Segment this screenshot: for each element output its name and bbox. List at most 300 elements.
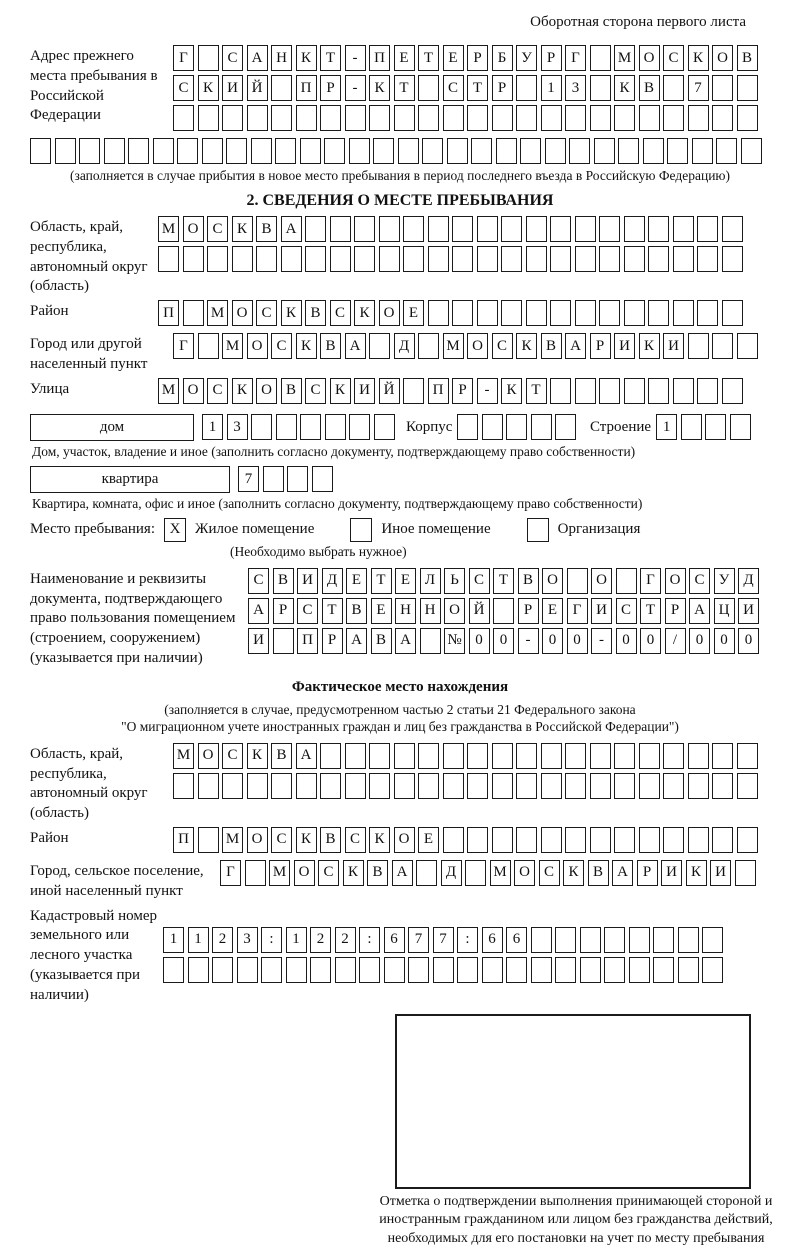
char-cell[interactable] xyxy=(369,333,390,359)
char-cell[interactable] xyxy=(575,216,596,242)
char-cell[interactable]: В xyxy=(320,827,341,853)
char-cell[interactable] xyxy=(287,466,308,492)
char-cell[interactable]: П xyxy=(158,300,179,326)
char-cell[interactable] xyxy=(251,414,272,440)
char-cell[interactable]: М xyxy=(173,743,194,769)
char-cell[interactable]: И xyxy=(222,75,243,101)
char-cell[interactable]: А xyxy=(247,45,268,71)
char-cell[interactable]: С xyxy=(297,598,318,624)
char-cell[interactable]: 2 xyxy=(335,927,356,953)
char-cell[interactable]: Е xyxy=(346,568,367,594)
char-cell[interactable]: С xyxy=(443,75,464,101)
char-cell[interactable] xyxy=(403,246,424,272)
char-cell[interactable] xyxy=(705,414,726,440)
char-cell[interactable] xyxy=(722,300,743,326)
char-cell[interactable] xyxy=(128,138,149,164)
char-cell[interactable] xyxy=(232,246,253,272)
char-cell[interactable] xyxy=(697,246,718,272)
char-cell[interactable] xyxy=(477,246,498,272)
char-cell[interactable]: 0 xyxy=(567,628,588,654)
char-cell[interactable] xyxy=(575,246,596,272)
char-cell[interactable]: С xyxy=(492,333,513,359)
char-cell[interactable] xyxy=(673,378,694,404)
char-cell[interactable] xyxy=(702,957,723,983)
char-cell[interactable]: Й xyxy=(469,598,490,624)
char-cell[interactable]: О xyxy=(294,860,315,886)
char-cell[interactable] xyxy=(198,333,219,359)
char-cell[interactable]: О xyxy=(183,378,204,404)
char-cell[interactable] xyxy=(384,957,405,983)
char-cell[interactable] xyxy=(629,927,650,953)
char-cell[interactable] xyxy=(516,75,537,101)
char-cell[interactable] xyxy=(300,138,321,164)
char-cell[interactable] xyxy=(716,138,737,164)
char-cell[interactable] xyxy=(594,138,615,164)
char-cell[interactable]: С xyxy=(305,378,326,404)
char-cell[interactable] xyxy=(428,246,449,272)
char-cell[interactable] xyxy=(526,246,547,272)
char-cell[interactable] xyxy=(599,378,620,404)
char-cell[interactable]: К xyxy=(369,827,390,853)
char-cell[interactable]: Д xyxy=(441,860,462,886)
char-cell[interactable] xyxy=(198,773,219,799)
char-cell[interactable]: Е xyxy=(542,598,563,624)
char-cell[interactable] xyxy=(741,138,762,164)
char-cell[interactable]: К xyxy=(516,333,537,359)
char-cell[interactable]: В xyxy=(281,378,302,404)
char-cell[interactable]: А xyxy=(612,860,633,886)
char-cell[interactable] xyxy=(663,75,684,101)
char-cell[interactable] xyxy=(639,773,660,799)
char-cell[interactable]: - xyxy=(591,628,612,654)
char-cell[interactable] xyxy=(550,378,571,404)
char-cell[interactable]: Г xyxy=(220,860,241,886)
char-cell[interactable] xyxy=(648,378,669,404)
char-cell[interactable] xyxy=(320,105,341,131)
char-cell[interactable] xyxy=(506,414,527,440)
char-cell[interactable] xyxy=(275,138,296,164)
char-cell[interactable]: Е xyxy=(403,300,424,326)
char-cell[interactable]: О xyxy=(467,333,488,359)
char-cell[interactable] xyxy=(330,216,351,242)
char-cell[interactable] xyxy=(310,957,331,983)
char-cell[interactable] xyxy=(359,957,380,983)
char-cell[interactable]: К xyxy=(343,860,364,886)
char-cell[interactable]: Е xyxy=(395,568,416,594)
char-cell[interactable] xyxy=(580,927,601,953)
char-cell[interactable] xyxy=(614,105,635,131)
char-cell[interactable] xyxy=(394,105,415,131)
char-cell[interactable] xyxy=(251,138,272,164)
char-cell[interactable]: К xyxy=(501,378,522,404)
char-cell[interactable] xyxy=(624,300,645,326)
char-cell[interactable] xyxy=(471,138,492,164)
char-cell[interactable] xyxy=(624,216,645,242)
char-cell[interactable] xyxy=(520,138,541,164)
char-cell[interactable]: С xyxy=(330,300,351,326)
char-cell[interactable] xyxy=(457,414,478,440)
char-cell[interactable] xyxy=(629,957,650,983)
char-cell[interactable] xyxy=(614,827,635,853)
char-cell[interactable]: Г xyxy=(173,45,194,71)
char-cell[interactable]: В xyxy=(271,743,292,769)
char-cell[interactable] xyxy=(653,927,674,953)
char-cell[interactable]: О xyxy=(591,568,612,594)
char-cell[interactable]: И xyxy=(663,333,684,359)
char-cell[interactable] xyxy=(247,105,268,131)
char-cell[interactable] xyxy=(198,827,219,853)
char-cell[interactable]: С xyxy=(345,827,366,853)
char-cell[interactable] xyxy=(373,138,394,164)
char-cell[interactable] xyxy=(183,300,204,326)
char-cell[interactable] xyxy=(296,773,317,799)
char-cell[interactable]: № xyxy=(444,628,465,654)
char-cell[interactable]: В xyxy=(737,45,758,71)
char-cell[interactable]: С xyxy=(222,45,243,71)
char-cell[interactable] xyxy=(590,827,611,853)
char-cell[interactable] xyxy=(565,105,586,131)
char-cell[interactable]: Д xyxy=(394,333,415,359)
char-cell[interactable] xyxy=(492,827,513,853)
char-cell[interactable] xyxy=(565,743,586,769)
char-cell[interactable]: И xyxy=(591,598,612,624)
char-cell[interactable]: У xyxy=(516,45,537,71)
char-cell[interactable] xyxy=(443,743,464,769)
char-cell[interactable]: О xyxy=(379,300,400,326)
char-cell[interactable] xyxy=(648,216,669,242)
char-cell[interactable]: А xyxy=(392,860,413,886)
char-cell[interactable] xyxy=(418,75,439,101)
char-cell[interactable] xyxy=(555,927,576,953)
char-cell[interactable]: С xyxy=(469,568,490,594)
char-cell[interactable]: 0 xyxy=(738,628,759,654)
char-cell[interactable]: Т xyxy=(322,598,343,624)
char-cell[interactable]: 6 xyxy=(506,927,527,953)
char-cell[interactable] xyxy=(653,957,674,983)
char-cell[interactable]: Ц xyxy=(714,598,735,624)
char-cell[interactable]: : xyxy=(457,927,478,953)
char-cell[interactable]: К xyxy=(198,75,219,101)
char-cell[interactable]: В xyxy=(320,333,341,359)
char-cell[interactable] xyxy=(354,216,375,242)
char-cell[interactable] xyxy=(447,138,468,164)
char-cell[interactable]: М xyxy=(158,216,179,242)
char-cell[interactable] xyxy=(263,466,284,492)
char-cell[interactable]: Р xyxy=(320,75,341,101)
char-cell[interactable] xyxy=(418,105,439,131)
char-cell[interactable]: 2 xyxy=(310,927,331,953)
char-cell[interactable] xyxy=(369,743,390,769)
char-cell[interactable]: Е xyxy=(443,45,464,71)
char-cell[interactable]: Н xyxy=(420,598,441,624)
char-cell[interactable] xyxy=(516,773,537,799)
char-cell[interactable]: Р xyxy=(322,628,343,654)
char-cell[interactable] xyxy=(599,246,620,272)
char-cell[interactable] xyxy=(349,138,370,164)
char-cell[interactable]: : xyxy=(261,927,282,953)
char-cell[interactable]: С xyxy=(689,568,710,594)
char-cell[interactable] xyxy=(673,216,694,242)
char-cell[interactable] xyxy=(643,138,664,164)
char-cell[interactable]: : xyxy=(359,927,380,953)
char-cell[interactable] xyxy=(604,957,625,983)
char-cell[interactable]: К xyxy=(281,300,302,326)
char-cell[interactable]: И xyxy=(738,598,759,624)
char-cell[interactable] xyxy=(416,860,437,886)
char-cell[interactable]: Т xyxy=(394,75,415,101)
char-cell[interactable] xyxy=(183,246,204,272)
char-cell[interactable] xyxy=(531,414,552,440)
char-cell[interactable] xyxy=(452,246,473,272)
char-cell[interactable] xyxy=(467,827,488,853)
char-cell[interactable]: К xyxy=(330,378,351,404)
char-cell[interactable] xyxy=(648,246,669,272)
char-cell[interactable] xyxy=(590,75,611,101)
char-cell[interactable] xyxy=(545,138,566,164)
char-cell[interactable]: К xyxy=(232,216,253,242)
char-cell[interactable]: 1 xyxy=(188,927,209,953)
char-cell[interactable]: М xyxy=(222,333,243,359)
char-cell[interactable]: 6 xyxy=(482,927,503,953)
char-cell[interactable] xyxy=(477,216,498,242)
char-cell[interactable]: А xyxy=(296,743,317,769)
char-cell[interactable] xyxy=(271,105,292,131)
char-cell[interactable]: О xyxy=(542,568,563,594)
char-cell[interactable]: И xyxy=(297,568,318,594)
char-cell[interactable]: 0 xyxy=(616,628,637,654)
char-cell[interactable] xyxy=(379,246,400,272)
char-cell[interactable] xyxy=(663,827,684,853)
char-cell[interactable] xyxy=(173,773,194,799)
char-cell[interactable]: О xyxy=(247,333,268,359)
char-cell[interactable]: Е xyxy=(418,827,439,853)
char-cell[interactable] xyxy=(335,957,356,983)
char-cell[interactable] xyxy=(550,246,571,272)
char-cell[interactable]: К xyxy=(232,378,253,404)
char-cell[interactable]: И xyxy=(661,860,682,886)
char-cell[interactable]: 0 xyxy=(542,628,563,654)
char-cell[interactable] xyxy=(320,743,341,769)
char-cell[interactable]: С xyxy=(256,300,277,326)
char-cell[interactable]: Д xyxy=(322,568,343,594)
char-cell[interactable]: О xyxy=(198,743,219,769)
char-cell[interactable]: Г xyxy=(640,568,661,594)
char-cell[interactable]: Г xyxy=(173,333,194,359)
char-cell[interactable]: Т xyxy=(467,75,488,101)
char-cell[interactable] xyxy=(492,773,513,799)
char-cell[interactable] xyxy=(639,743,660,769)
char-cell[interactable] xyxy=(737,75,758,101)
char-cell[interactable]: О xyxy=(444,598,465,624)
char-cell[interactable]: 1 xyxy=(202,414,223,440)
char-cell[interactable] xyxy=(237,957,258,983)
char-cell[interactable] xyxy=(618,138,639,164)
char-cell[interactable]: 7 xyxy=(238,466,259,492)
char-cell[interactable]: К xyxy=(296,45,317,71)
char-cell[interactable] xyxy=(482,957,503,983)
char-cell[interactable] xyxy=(457,957,478,983)
char-cell[interactable] xyxy=(443,105,464,131)
char-cell[interactable]: С xyxy=(271,827,292,853)
char-cell[interactable] xyxy=(697,300,718,326)
char-cell[interactable] xyxy=(614,773,635,799)
char-cell[interactable]: С xyxy=(248,568,269,594)
checkbox-organization[interactable] xyxy=(527,518,549,542)
char-cell[interactable] xyxy=(79,138,100,164)
char-cell[interactable]: К xyxy=(354,300,375,326)
char-cell[interactable] xyxy=(286,957,307,983)
char-cell[interactable]: 1 xyxy=(286,927,307,953)
char-cell[interactable]: Д xyxy=(738,568,759,594)
char-cell[interactable] xyxy=(737,333,758,359)
char-cell[interactable] xyxy=(735,860,756,886)
char-cell[interactable]: О xyxy=(232,300,253,326)
char-cell[interactable]: - xyxy=(477,378,498,404)
char-cell[interactable]: О xyxy=(183,216,204,242)
char-cell[interactable] xyxy=(673,300,694,326)
char-cell[interactable]: Г xyxy=(565,45,586,71)
char-cell[interactable]: И xyxy=(710,860,731,886)
char-cell[interactable] xyxy=(737,105,758,131)
char-cell[interactable] xyxy=(271,773,292,799)
char-cell[interactable]: Б xyxy=(492,45,513,71)
char-cell[interactable] xyxy=(158,246,179,272)
char-cell[interactable] xyxy=(737,827,758,853)
char-cell[interactable] xyxy=(712,773,733,799)
char-cell[interactable] xyxy=(202,138,223,164)
char-cell[interactable]: М xyxy=(207,300,228,326)
char-cell[interactable]: У xyxy=(714,568,735,594)
checkbox-other-premises[interactable] xyxy=(350,518,372,542)
char-cell[interactable]: К xyxy=(247,743,268,769)
char-cell[interactable] xyxy=(305,246,326,272)
char-cell[interactable]: Е xyxy=(394,45,415,71)
char-cell[interactable] xyxy=(541,743,562,769)
char-cell[interactable]: О xyxy=(639,45,660,71)
char-cell[interactable] xyxy=(575,300,596,326)
char-cell[interactable]: С xyxy=(173,75,194,101)
char-cell[interactable] xyxy=(198,105,219,131)
char-cell[interactable]: О xyxy=(394,827,415,853)
char-cell[interactable] xyxy=(403,216,424,242)
char-cell[interactable] xyxy=(394,773,415,799)
char-cell[interactable] xyxy=(482,414,503,440)
char-cell[interactable]: С xyxy=(222,743,243,769)
char-cell[interactable] xyxy=(730,414,751,440)
char-cell[interactable] xyxy=(624,246,645,272)
char-cell[interactable] xyxy=(104,138,125,164)
char-cell[interactable] xyxy=(506,957,527,983)
char-cell[interactable] xyxy=(599,300,620,326)
char-cell[interactable] xyxy=(604,927,625,953)
char-cell[interactable]: И xyxy=(248,628,269,654)
char-cell[interactable] xyxy=(369,773,390,799)
char-cell[interactable]: О xyxy=(247,827,268,853)
char-cell[interactable] xyxy=(418,743,439,769)
char-cell[interactable] xyxy=(590,45,611,71)
char-cell[interactable] xyxy=(273,628,294,654)
char-cell[interactable] xyxy=(526,216,547,242)
char-cell[interactable]: К xyxy=(688,45,709,71)
char-cell[interactable] xyxy=(418,773,439,799)
char-cell[interactable]: А xyxy=(248,598,269,624)
char-cell[interactable]: 3 xyxy=(565,75,586,101)
char-cell[interactable] xyxy=(541,773,562,799)
char-cell[interactable]: Р xyxy=(518,598,539,624)
char-cell[interactable] xyxy=(531,927,552,953)
char-cell[interactable] xyxy=(712,743,733,769)
char-cell[interactable] xyxy=(330,246,351,272)
char-cell[interactable] xyxy=(722,246,743,272)
char-cell[interactable] xyxy=(467,773,488,799)
char-cell[interactable] xyxy=(555,957,576,983)
char-cell[interactable]: 1 xyxy=(656,414,677,440)
char-cell[interactable]: 2 xyxy=(212,927,233,953)
char-cell[interactable]: А xyxy=(565,333,586,359)
char-cell[interactable] xyxy=(492,105,513,131)
char-cell[interactable] xyxy=(737,773,758,799)
checkbox-residential[interactable]: X xyxy=(164,518,186,542)
char-cell[interactable]: Й xyxy=(379,378,400,404)
char-cell[interactable]: А xyxy=(345,333,366,359)
char-cell[interactable] xyxy=(418,333,439,359)
char-cell[interactable] xyxy=(531,957,552,983)
char-cell[interactable] xyxy=(673,246,694,272)
char-cell[interactable] xyxy=(398,138,419,164)
char-cell[interactable]: К xyxy=(296,827,317,853)
char-cell[interactable] xyxy=(496,138,517,164)
char-cell[interactable] xyxy=(403,378,424,404)
char-cell[interactable] xyxy=(712,75,733,101)
char-cell[interactable] xyxy=(697,216,718,242)
char-cell[interactable] xyxy=(663,105,684,131)
char-cell[interactable] xyxy=(567,568,588,594)
char-cell[interactable]: И xyxy=(614,333,635,359)
char-cell[interactable] xyxy=(614,743,635,769)
char-cell[interactable] xyxy=(55,138,76,164)
char-cell[interactable]: С xyxy=(539,860,560,886)
char-cell[interactable] xyxy=(580,957,601,983)
char-cell[interactable] xyxy=(452,216,473,242)
char-cell[interactable]: А xyxy=(346,628,367,654)
char-cell[interactable] xyxy=(599,216,620,242)
char-cell[interactable] xyxy=(712,105,733,131)
char-cell[interactable] xyxy=(198,45,219,71)
char-cell[interactable]: 6 xyxy=(384,927,405,953)
char-cell[interactable]: Р xyxy=(590,333,611,359)
char-cell[interactable] xyxy=(663,743,684,769)
char-cell[interactable] xyxy=(325,414,346,440)
char-cell[interactable] xyxy=(712,827,733,853)
char-cell[interactable]: Т xyxy=(371,568,392,594)
char-cell[interactable] xyxy=(408,957,429,983)
char-cell[interactable]: С xyxy=(207,216,228,242)
char-cell[interactable] xyxy=(688,743,709,769)
char-cell[interactable]: Р xyxy=(467,45,488,71)
char-cell[interactable] xyxy=(688,827,709,853)
char-cell[interactable]: 0 xyxy=(714,628,735,654)
char-cell[interactable] xyxy=(678,957,699,983)
char-cell[interactable]: А xyxy=(281,216,302,242)
char-cell[interactable]: Р xyxy=(637,860,658,886)
char-cell[interactable] xyxy=(222,773,243,799)
char-cell[interactable] xyxy=(722,216,743,242)
char-cell[interactable]: Р xyxy=(665,598,686,624)
char-cell[interactable]: 0 xyxy=(689,628,710,654)
char-cell[interactable] xyxy=(271,75,292,101)
char-cell[interactable]: Н xyxy=(271,45,292,71)
char-cell[interactable]: Т xyxy=(493,568,514,594)
